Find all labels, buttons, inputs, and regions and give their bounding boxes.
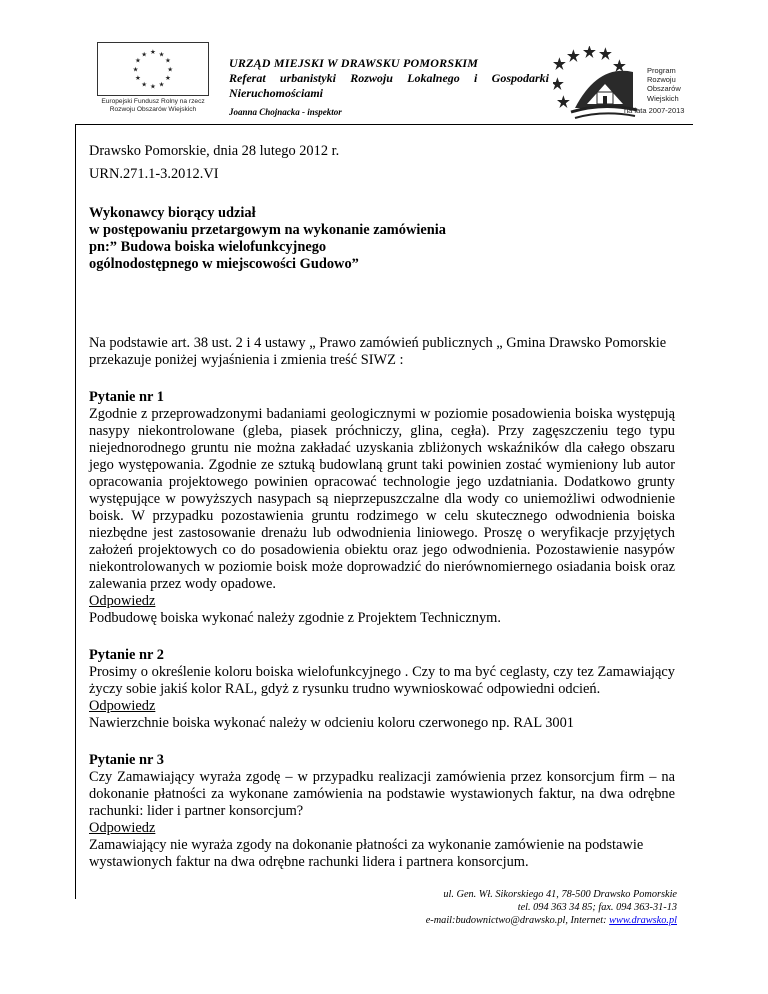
eu-star-icon: ★	[134, 57, 142, 65]
answer-text: Podbudowę boiska wykonać należy zgodnie z Projektem Technicznym.	[89, 610, 501, 626]
question-block	[89, 647, 675, 732]
eu-star-icon: ★	[149, 49, 157, 57]
question-title: Pytanie nr 3	[89, 752, 164, 768]
question-block	[89, 389, 675, 627]
question-title: Pytanie nr 2	[89, 647, 164, 663]
answer-label: Odpowiedz	[89, 698, 156, 714]
question-text: Czy Zamawiający wyraża zgodę – w przypadku realizacji zamówienia przez konsorcjum firm – na dokonanie płatności za wykonane zamówienia na podstawie wystawionych faktur, na dwa odrębne rachunki: lider i partner konsorcjum?	[89, 769, 675, 819]
question-text: Prosimy o określenie koloru boiska wielofunkcyjnego . Czy to ma być ceglasty, czy tez Zamawiający życzy sobie jakiś kolor RAL, gdyż z rysunku trudno wywnioskować odpowiedni odcień.	[89, 664, 675, 697]
footer-address: ul. Gen. Wł. Sikorskiego 41, 78-500 Drawsko Pomorskie	[443, 889, 677, 900]
eu-star-icon: ★	[141, 81, 148, 89]
prow-name: Program Rozwoju Obszarów Wiejskich	[647, 66, 681, 103]
eu-star-icon: ★	[164, 75, 172, 83]
recipient-block: Wykonawcy biorący udział w postępowaniu przetargowym na wykonanie zamówienia pn:” Budowa boiska wielofunkcyjnego ogólnodostępnego w miejscowości Gudowo”	[89, 205, 446, 272]
eu-star-icon: ★	[164, 57, 172, 65]
office-name: URZĄD MIEJSKI W DRAWSKU POMORSKIM	[229, 56, 479, 70]
footer-email-web	[426, 914, 677, 927]
eu-star-icon: ★	[134, 75, 142, 83]
eu-star-icon: ★	[141, 51, 148, 59]
website-link[interactable]: www.drawsko.pl	[609, 915, 677, 926]
department-name: Referat urbanistyki Rozwoju Lokalnego i Gospodarki Nieruchomościami	[229, 71, 549, 100]
answer-text: Nawierzchnie boiska wykonać należy w odcieniu koloru czerwonego np. RAL 3001	[89, 715, 574, 731]
question-block	[89, 752, 675, 871]
question-text: Zgodnie z przeprowadzonymi badaniami geologicznymi w poziomie posadowienia boiska występują nasypy niekontrolowane (gleba, piasek próchniczy, glina, cegła). Przy zagęszczeniu tego typu niejednorodnego gruntu nie można zakładać uzyskania zbliżonych wskaźników dla całego obszaru jego występowania. Zgodnie ze sztuką budowlaną grunt taki powinien zostać wymieniony lub autor opracowania projektowego powinien opracować technologie jego uzdatniania. Dodatkowo grunty występujące w powyższych nasypach są nieprzepuszczalne dla wody co uniemożliwi odwodnienie boisk. W przypadku pozostawienia gruntu rodzimego w celu skutecznego odwodnienia boiska niezbędne jest zastosowanie drenażu lub odwodnienia liniowego. Proszę o weryfikacje przyjętych założeń projektowych co do posadowienia obiektu oraz jego odwodnienia. Pozostawienie nasypów niekontrolowanych w poziomie boisk może doprowadzić do nierównomiernego osiadania boisk oraz zalewania przez wody opadowe.	[89, 406, 675, 592]
footer-email: e-mail:budownictwo@drawsko.pl, Internet:	[425, 915, 610, 926]
eu-star-icon: ★	[149, 83, 157, 91]
eu-star-icon: ★	[158, 51, 165, 59]
answer-text: Zamawiający nie wyraża zgody na dokonanie płatności za wykonanie zamówienie na podstawie wystawionych faktur na dwa odrębne rachunki lidera i partnera konsorcjum.	[89, 837, 644, 870]
header-divider	[75, 124, 693, 125]
intro-paragraph: Na podstawie art. 38 ust. 2 i 4 ustawy „ Prawo zamówień publicznych „ Gmina Drawsko Pomorskie przekazuje poniżej wyjaśnienia i zmienia treść SIWZ :	[89, 335, 667, 368]
eu-star-icon: ★	[132, 66, 139, 74]
place-and-date: Drawsko Pomorskie, dnia 28 lutego 2012 r.	[89, 143, 340, 159]
eu-stars-flag-icon	[97, 42, 209, 96]
footer-phone: tel. 094 363 34 85; fax. 094 363-31-13	[517, 902, 677, 913]
answer-label: Odpowiedz	[89, 820, 156, 836]
eu-star-icon: ★	[158, 81, 165, 89]
letterhead	[229, 56, 549, 119]
eu-fund-caption: Europejski Fundusz Rolny na rzecz Rozwoju Obszarów Wiejskich	[101, 98, 205, 113]
eu-star-icon: ★	[167, 66, 174, 74]
inspector-name: Joanna Chojnacka - inspektor	[229, 107, 342, 117]
answer-label: Odpowiedz	[89, 593, 156, 609]
footer-contact	[426, 888, 677, 927]
prow-years: na lata 2007-2013	[624, 106, 685, 115]
letter-body	[89, 143, 675, 871]
margin-divider	[75, 124, 76, 899]
reference-number: URN.271.1-3.2012.VI	[89, 166, 219, 182]
question-title: Pytanie nr 1	[89, 389, 164, 405]
eu-fund-logo	[95, 42, 211, 120]
